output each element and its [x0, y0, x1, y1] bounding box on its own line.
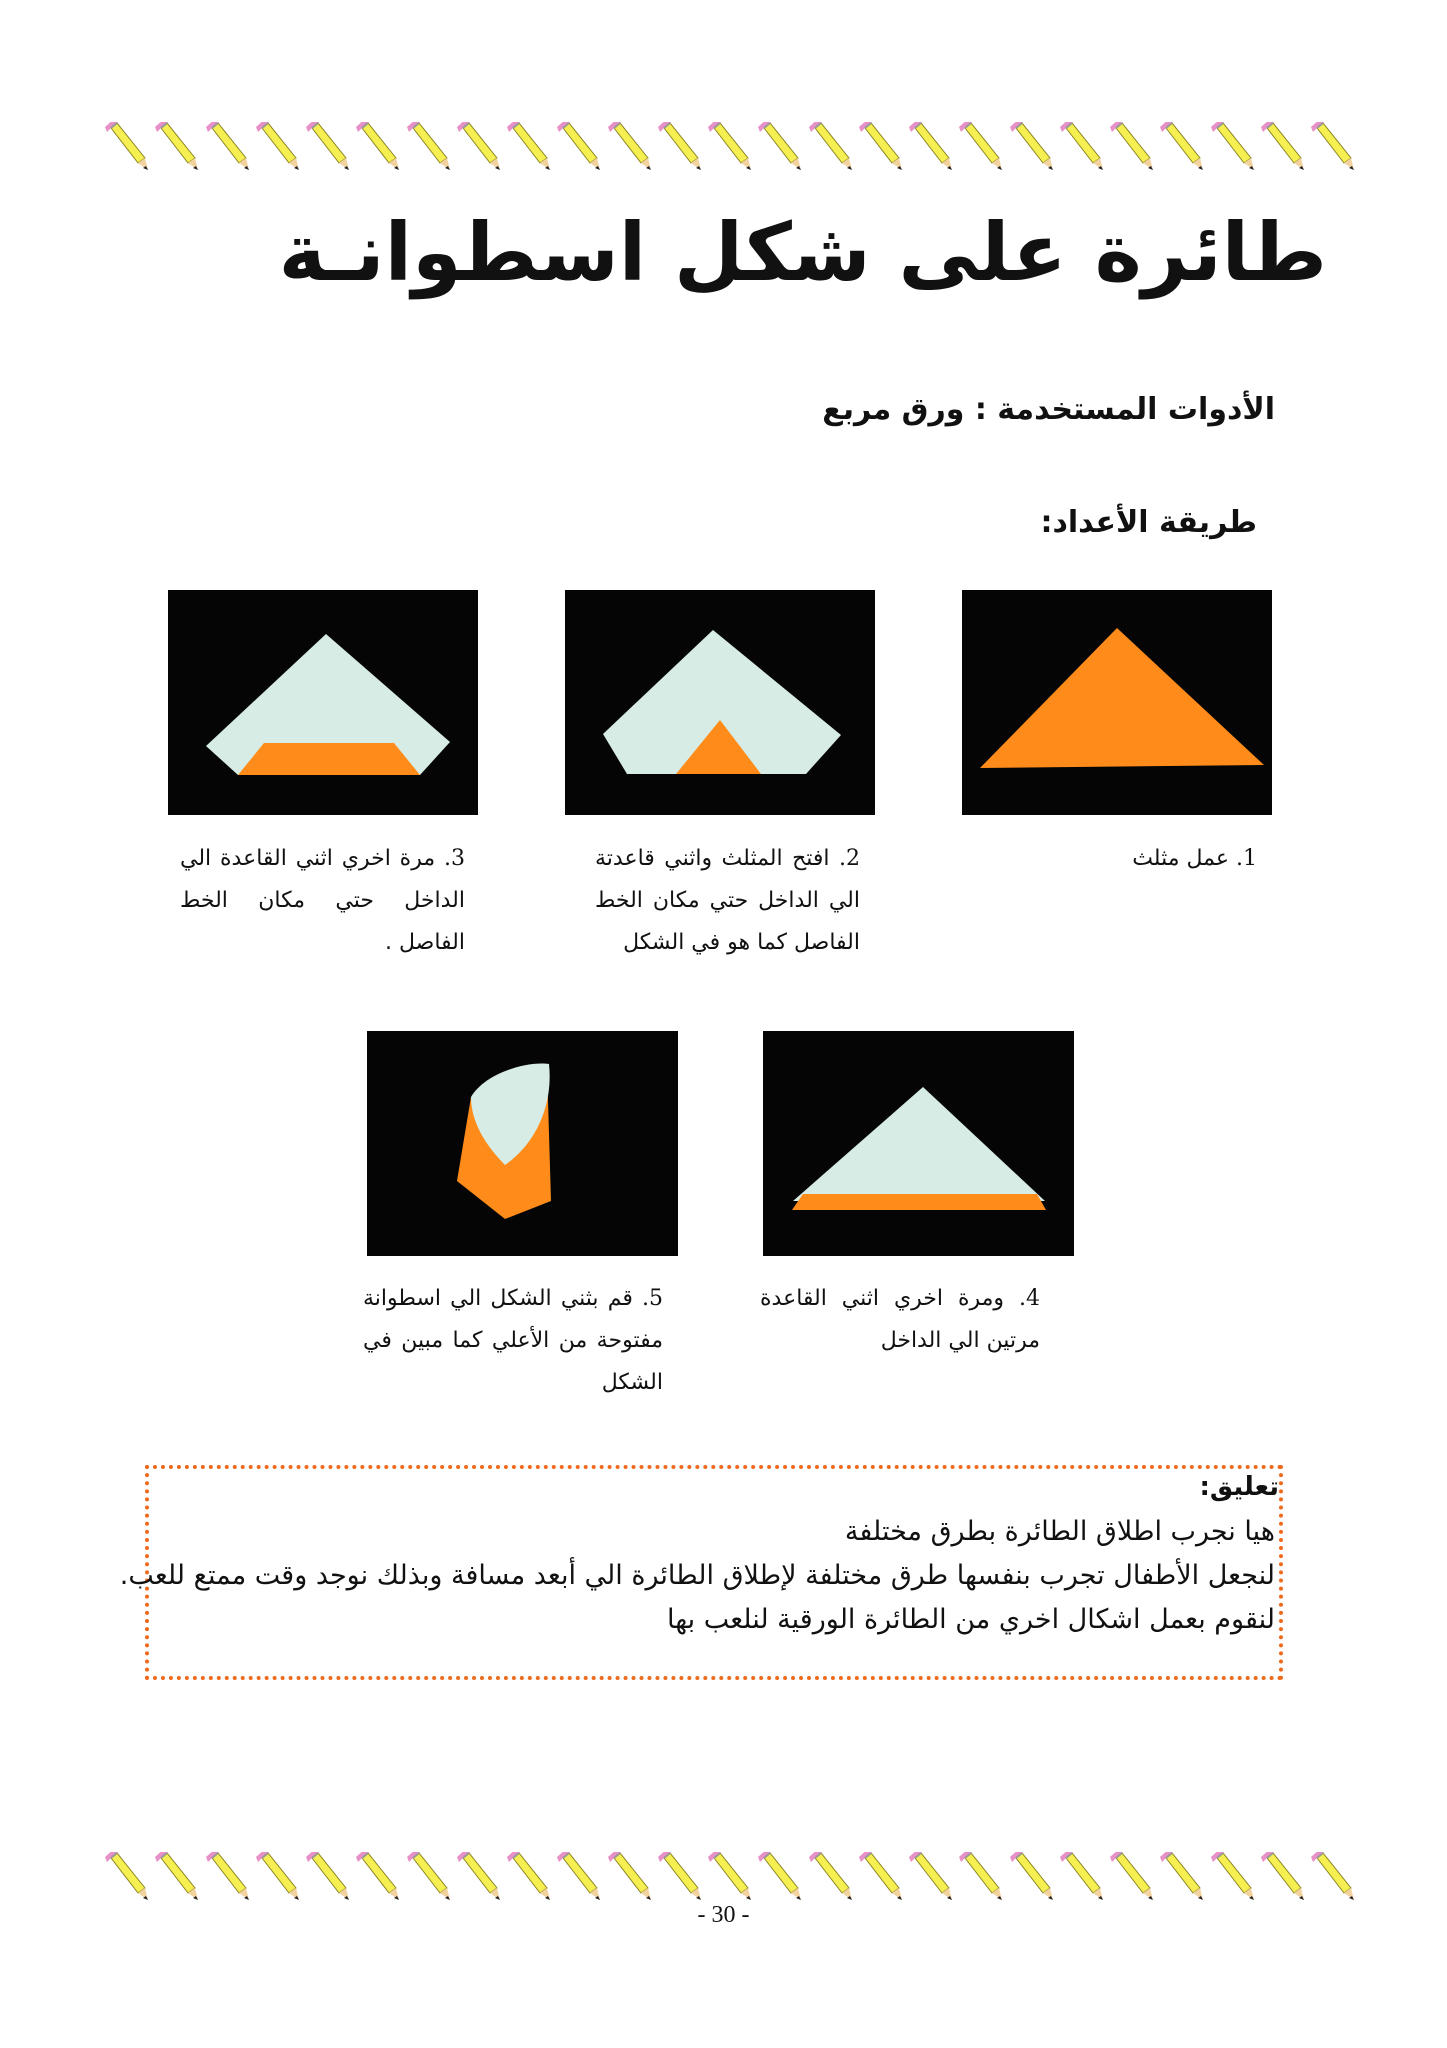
- step-4-illustration: [763, 1031, 1074, 1256]
- pencil-icon: [507, 1852, 551, 1902]
- pencil-icon: [1110, 122, 1154, 172]
- comment-title: تعليق:: [1199, 1472, 1279, 1502]
- pencil-icon: [407, 122, 451, 172]
- pencil-icon: [1211, 122, 1255, 172]
- step-3-text: مرة اخري اثني القاعدة الي الداخل حتي مكان الخط الفاصل .: [180, 846, 465, 955]
- step-5-number: 5.: [642, 1286, 663, 1311]
- pencil-icon: [407, 1852, 451, 1902]
- pencil-icon: [105, 122, 149, 172]
- top-pencil-border: [105, 122, 1355, 172]
- pencil-icon: [608, 1852, 652, 1902]
- pencil-icon: [206, 122, 250, 172]
- step-5-photo: [367, 1031, 678, 1256]
- pencil-icon: [1160, 1852, 1204, 1902]
- comment-line-1: هيا نجرب اطلاق الطائرة بطرق مختلفة: [844, 1516, 1275, 1547]
- pencil-icon: [1311, 122, 1355, 172]
- pencil-icon: [557, 1852, 601, 1902]
- step-3-illustration: [168, 590, 478, 815]
- pencil-icon: [507, 122, 551, 172]
- pencil-icon: [105, 1852, 149, 1902]
- pencil-icon: [708, 1852, 752, 1902]
- pencil-icon: [1110, 1852, 1154, 1902]
- step-2-illustration: [565, 590, 875, 815]
- pencil-icon: [1311, 1852, 1355, 1902]
- pencil-icon: [256, 122, 300, 172]
- pencil-icon: [859, 122, 903, 172]
- step-1-caption: [957, 838, 1257, 880]
- step-3-number: 3.: [444, 846, 465, 871]
- pencil-icon: [256, 1852, 300, 1902]
- step-2-caption: [595, 838, 860, 964]
- step-5-text: قم بثني الشكل الي اسطوانة مفتوحة من الأعلي كما مبين في الشكل: [363, 1286, 663, 1395]
- pencil-icon: [206, 1852, 250, 1902]
- step-2-photo: [565, 590, 875, 815]
- pencil-icon: [708, 122, 752, 172]
- pencil-icon: [356, 122, 400, 172]
- step-1-number: 1.: [1236, 846, 1257, 871]
- pencil-icon: [809, 1852, 853, 1902]
- step-4-number: 4.: [1019, 1286, 1040, 1311]
- pencil-icon: [457, 1852, 501, 1902]
- pencil-icon: [1060, 122, 1104, 172]
- step-3-photo: [168, 590, 478, 815]
- bottom-pencil-border: [105, 1852, 1355, 1902]
- pencil-icon: [1261, 122, 1305, 172]
- pencil-icon: [1010, 122, 1054, 172]
- pencil-icon: [1261, 1852, 1305, 1902]
- step-2-number: 2.: [839, 846, 861, 871]
- pencil-icon: [809, 122, 853, 172]
- comment-lines: [120, 1510, 1275, 1642]
- step-5-illustration: [367, 1031, 678, 1256]
- step-2-text: افتح المثلث واثني قاعدتة الي الداخل حتي مكان الخط الفاصل كما هو في الشكل: [595, 846, 860, 955]
- step-1-photo: [962, 590, 1272, 815]
- pencil-icon: [155, 1852, 199, 1902]
- pencil-icon: [1060, 1852, 1104, 1902]
- pencil-icon: [356, 1852, 400, 1902]
- pencil-icon: [306, 1852, 350, 1902]
- page-number: - 30 -: [697, 1902, 750, 1928]
- tools-line: الأدوات المستخدمة : ورق مربع: [822, 392, 1275, 427]
- pencil-icon: [1211, 1852, 1255, 1902]
- pencil-icon: [658, 1852, 702, 1902]
- comment-line-3: لنقوم بعمل اشكال اخري من الطائرة الورقية لنلعب بها: [666, 1604, 1275, 1635]
- pencil-icon: [457, 122, 501, 172]
- pencil-icon: [909, 1852, 953, 1902]
- comment-line-2: لنجعل الأطفال تجرب بنفسها طرق مختلفة لإطلاق الطائرة الي أبعد مسافة وبذلك نوجد وقت ممتع للعب.: [119, 1560, 1275, 1591]
- step-4-caption: [760, 1278, 1040, 1362]
- page-title: طائرة على شكل اسطوانـة: [278, 206, 1327, 299]
- step-4-photo: [763, 1031, 1074, 1256]
- pencil-icon: [306, 122, 350, 172]
- pencil-icon: [959, 1852, 1003, 1902]
- pencil-icon: [909, 122, 953, 172]
- pencil-icon: [1010, 1852, 1054, 1902]
- pencil-icon: [1160, 122, 1204, 172]
- step-3-caption: [180, 838, 465, 964]
- pencil-icon: [608, 122, 652, 172]
- step-1-text: عمل مثلث: [1132, 846, 1229, 871]
- pencil-icon: [658, 122, 702, 172]
- method-heading: طريقة الأعداد:: [1040, 505, 1257, 540]
- pencil-icon: [557, 122, 601, 172]
- pencil-icon: [859, 1852, 903, 1902]
- pencil-icon: [155, 122, 199, 172]
- pencil-icon: [758, 1852, 802, 1902]
- step-5-caption: [363, 1278, 663, 1404]
- step-4-text: ومرة اخري اثني القاعدة مرتين الي الداخل: [760, 1286, 1040, 1353]
- pencil-icon: [959, 122, 1003, 172]
- step-1-illustration: [962, 590, 1272, 815]
- pencil-icon: [758, 122, 802, 172]
